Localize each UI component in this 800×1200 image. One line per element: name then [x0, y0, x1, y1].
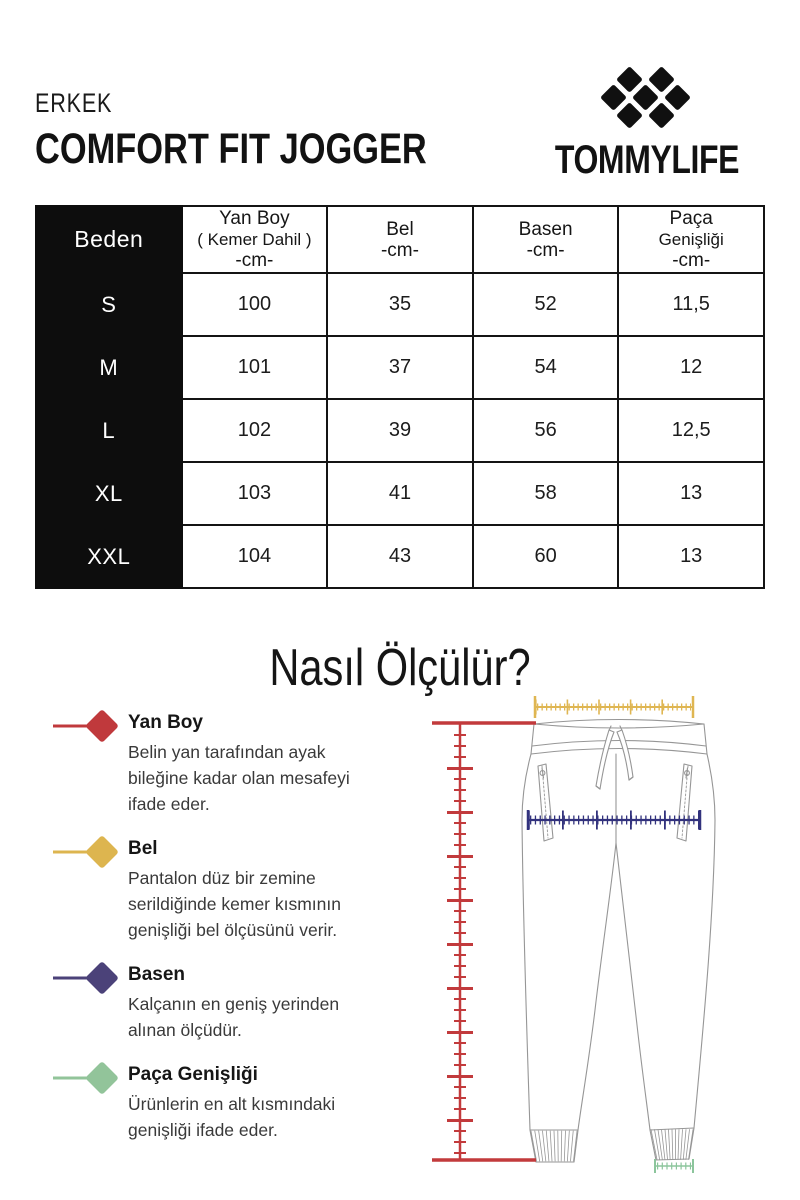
cell-yan-boy: 101: [182, 336, 328, 399]
cell-basen: 56: [473, 399, 619, 462]
cell-yan-boy: 102: [182, 399, 328, 462]
table-row-l: [36, 399, 764, 462]
legend-description: Belin yan tarafından ayak bileğine kadar olan mesafeyi ifade eder.: [128, 742, 350, 814]
legend-term: Bel: [128, 838, 158, 859]
column-subtitle: ( Kemer Dahil ): [197, 230, 312, 249]
jogger-illustration-wrap: [430, 680, 800, 1200]
legend-description: Ürünlerin en alt kısmındaki genişliği ifade eder.: [128, 1094, 336, 1140]
cell-bel: 35: [327, 273, 473, 336]
cell-yan-boy: 104: [182, 525, 328, 588]
size-label: S: [36, 273, 182, 336]
brand-diamond-icon: [600, 84, 627, 111]
table-row-xxl: [36, 525, 764, 588]
brand-diamond-icon: [648, 102, 675, 129]
table-row-xl: [36, 462, 764, 525]
size-label: XXL: [36, 525, 182, 588]
legend-item-paca-genisligi: [52, 1064, 397, 1143]
size-column-header: Beden: [36, 206, 182, 273]
cell-paca: 11,5: [618, 273, 764, 336]
size-label: M: [36, 336, 182, 399]
column-unit: -cm-: [672, 250, 711, 271]
cell-bel: 41: [327, 462, 473, 525]
bel-diamond-icon: [52, 831, 126, 873]
cell-yan-boy: 100: [182, 273, 328, 336]
cell-basen: 52: [473, 273, 619, 336]
product-title: COMFORT FIT JOGGER: [35, 125, 427, 173]
paca-genisligi-ruler: [655, 1159, 693, 1173]
legend-item-yan-boy: [52, 712, 397, 817]
cell-basen: 54: [473, 336, 619, 399]
bel-ruler: [535, 696, 693, 718]
column-title: Basen: [518, 218, 573, 240]
cell-basen: 58: [473, 462, 619, 525]
column-header-bel: [327, 206, 473, 273]
table-row-m: [36, 336, 764, 399]
brand-logo-diamond-cluster-icon: [601, 64, 693, 130]
cell-basen: 60: [473, 525, 619, 588]
brand-diamond-icon: [616, 102, 643, 129]
cell-bel: 43: [327, 525, 473, 588]
cell-paca: 13: [618, 525, 764, 588]
size-table-header-row: [36, 206, 764, 273]
legend-item-basen: [52, 964, 397, 1043]
yan-boy-ruler: [432, 723, 536, 1160]
brand-diamond-icon: [664, 84, 691, 111]
cell-bel: 37: [327, 336, 473, 399]
brand-diamond-icon: [632, 84, 659, 111]
cell-paca: 13: [618, 462, 764, 525]
legend-description: Pantalon düz bir zemine serildiğinde kemer kısmının genişliği bel ölçüsünü verir.: [128, 868, 341, 940]
legend-term: Yan Boy: [128, 712, 203, 733]
brand-diamond-icon: [616, 66, 643, 93]
legend-item-bel: [52, 838, 397, 943]
cell-paca: 12,5: [618, 399, 764, 462]
size-label: XL: [36, 462, 182, 525]
column-unit: -cm-: [235, 250, 274, 271]
legend-description: Kalçanın en geniş yerinden alınan ölçüdür.: [128, 994, 340, 1040]
basen-ruler: [528, 810, 700, 830]
category-title: ERKEK: [35, 88, 113, 118]
jogger-outline: [522, 720, 715, 1163]
column-title: Paça: [669, 208, 713, 229]
brand-diamond-icon: [648, 66, 675, 93]
column-header-paca-genisligi: [618, 206, 764, 273]
measure-legend: [52, 712, 397, 1143]
cell-yan-boy: 103: [182, 462, 328, 525]
column-title: Yan Boy: [219, 208, 290, 229]
legend-term: Basen: [128, 964, 186, 985]
column-subtitle: Genişliği: [658, 230, 724, 249]
column-unit: -cm-: [526, 239, 565, 261]
how-to-measure-title: Nasıl Ölçülür?: [269, 639, 531, 697]
size-label: L: [36, 399, 182, 462]
basen-diamond-icon: [52, 957, 126, 999]
jogger-illustration: [430, 680, 800, 1200]
legend-term: Paça Genişliği: [128, 1064, 258, 1085]
cell-paca: 12: [618, 336, 764, 399]
product-title-block: [35, 88, 525, 174]
paca-genisligi-diamond-icon: [52, 1057, 126, 1099]
table-row-s: [36, 273, 764, 336]
column-unit: -cm-: [380, 239, 419, 261]
brand-name: TOMMYLIFE: [554, 138, 740, 182]
cell-bel: 39: [327, 399, 473, 462]
column-title: Bel: [386, 218, 414, 240]
size-table: [35, 205, 765, 589]
yan-boy-diamond-icon: [52, 705, 126, 747]
column-header-yan-boy: [182, 206, 328, 273]
brand-block: [522, 64, 772, 183]
column-header-basen: [473, 206, 619, 273]
